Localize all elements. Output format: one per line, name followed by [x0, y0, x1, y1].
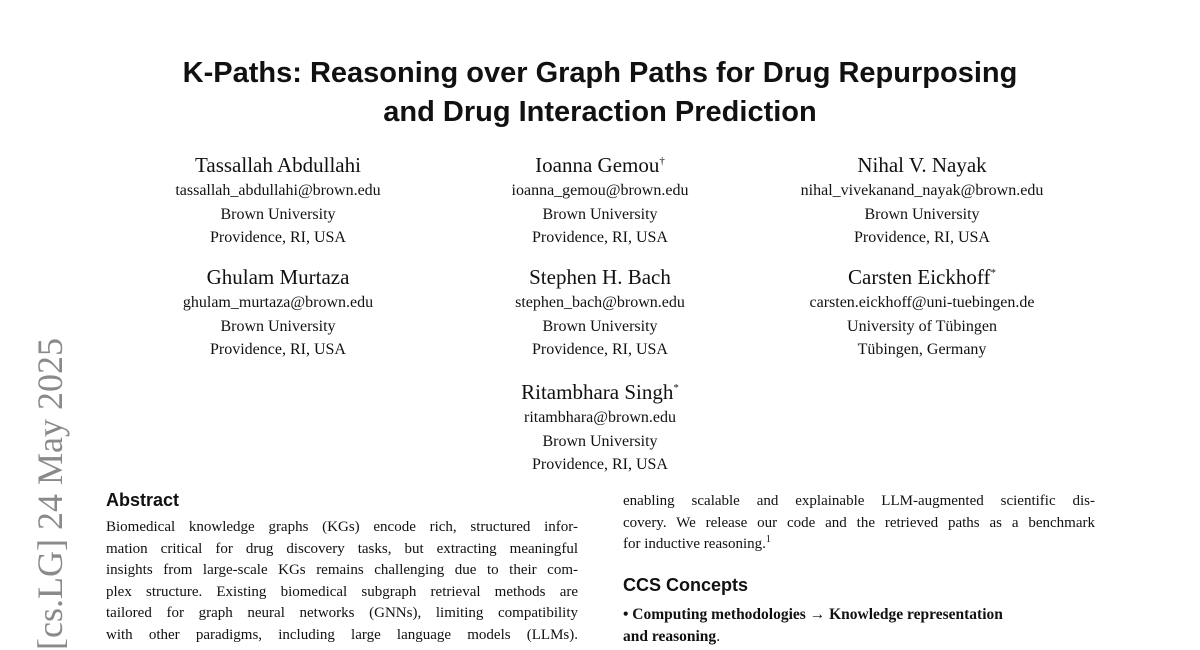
author-name: Stephen H. Bach: [529, 265, 671, 289]
ccs-concepts: [623, 604, 1103, 647]
abstract-line: for inductive reasoning.: [623, 536, 766, 552]
author-block: [752, 264, 1092, 362]
abstract-line: insights from large-scale KGs remains challenging due to their com-: [106, 562, 578, 578]
author-location: Providence, RI, USA: [210, 229, 346, 246]
abstract-line: covery. We release our code and the retrieved paths as a benchmark: [623, 514, 1095, 531]
author-email: ioanna_gemou@brown.edu: [511, 182, 689, 199]
abstract-line: mation critical for drug discovery tasks, but extracting meaningful: [106, 540, 578, 557]
abstract-line: enabling scalable and explainable LLM-augmented scientific dis-: [623, 493, 1095, 509]
author-affiliation: University of Tübingen: [847, 317, 997, 335]
abstract-continued: [623, 491, 1095, 556]
abstract-line: Biomedical knowledge graphs (KGs) encode rich, structured infor-: [106, 519, 578, 535]
author-name: Ritambhara Singh: [521, 380, 674, 404]
author-location: Providence, RI, USA: [210, 341, 346, 358]
author-block: [430, 264, 770, 362]
paper-title-line-1: K-Paths: Reasoning over Graph Paths for Drug Repurposing: [182, 57, 1018, 89]
author-affiliation: Brown University: [542, 317, 658, 335]
author-name: Ioanna Gemou: [535, 153, 660, 177]
author-block: [430, 379, 770, 477]
author-email: carsten.eickhoff@uni-tuebingen.de: [809, 294, 1035, 311]
author-name: Tassallah Abdullahi: [195, 153, 361, 177]
paper-title: [0, 54, 1200, 132]
ccs-concept-line: • Computing methodologies → Knowledge representation: [623, 606, 1003, 623]
paper-title-line-2: and Drug Interaction Prediction: [383, 96, 817, 128]
abstract-heading: Abstract: [106, 490, 180, 510]
author-block: [108, 264, 448, 362]
author-location: Providence, RI, USA: [532, 229, 668, 246]
author-name: Ghulam Murtaza: [206, 265, 350, 289]
author-location: Tübingen, Germany: [857, 341, 987, 358]
abstract-text: [106, 517, 578, 646]
author-block: [752, 152, 1092, 250]
author-affiliation: Brown University: [542, 205, 658, 223]
ccs-concept-continuation: and reasoning: [623, 627, 717, 645]
ccs-period: .: [716, 627, 721, 645]
author-location: Providence, RI, USA: [532, 341, 668, 358]
author-email: nihal_vivekanand_nayak@brown.edu: [800, 182, 1044, 199]
author-affiliation: Brown University: [864, 205, 980, 223]
author-name: Nihal V. Nayak: [857, 153, 987, 177]
abstract-line: with other paradigms, including large language models (LLMs).: [106, 626, 578, 643]
author-email: tassallah_abdullahi@brown.edu: [175, 182, 381, 199]
author-location: Providence, RI, USA: [532, 456, 668, 473]
author-mark: †: [659, 155, 665, 167]
author-email: ghulam_murtaza@brown.edu: [182, 294, 374, 311]
footnote-marker[interactable]: 1: [765, 534, 771, 545]
author-mark: *: [673, 382, 679, 394]
author-mark: *: [990, 267, 996, 279]
author-email: stephen_bach@brown.edu: [515, 294, 685, 311]
author-affiliation: Brown University: [542, 432, 658, 450]
author-email: ritambhara@brown.edu: [523, 409, 676, 426]
author-affiliation: Brown University: [220, 317, 336, 335]
author-block: [430, 152, 770, 250]
author-affiliation: Brown University: [220, 205, 336, 223]
abstract-line: plex structure. Existing biomedical subgraph retrieval methods are: [106, 583, 578, 600]
author-name: Carsten Eickhoff: [848, 265, 991, 289]
author-location: Providence, RI, USA: [854, 229, 990, 246]
author-block: [108, 152, 448, 250]
arxiv-stamp: [cs.LG] 24 May 2025: [30, 338, 70, 650]
ccs-heading: CCS Concepts: [623, 575, 749, 595]
abstract-line: tailored for graph neural networks (GNNs), limiting compatibility: [106, 605, 578, 621]
